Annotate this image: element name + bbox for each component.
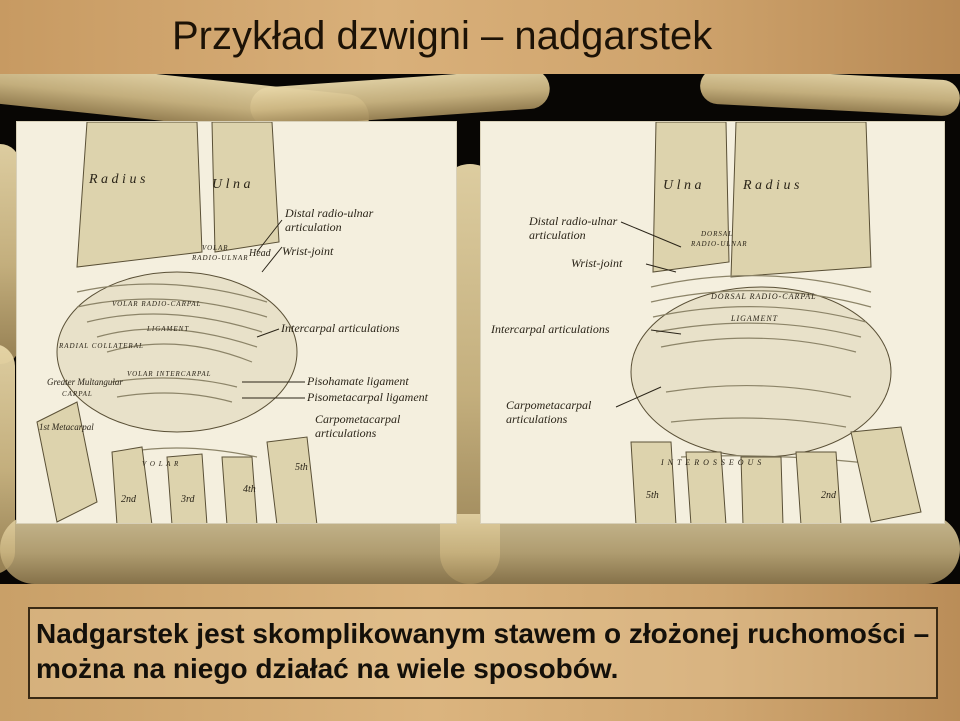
label-volar-small: VOLAR bbox=[202, 244, 229, 252]
left-wrist-volar-figure bbox=[16, 121, 457, 524]
slide-title: Przykład dzwigni – nadgarstek bbox=[172, 14, 713, 58]
callout-distal-radio-ulnar: Distal radio-ulnar articulation bbox=[285, 206, 374, 234]
callout-pisohamate: Pisohamate ligament bbox=[307, 374, 409, 388]
callout-carpometacarpal-right: Carpometacarpal articulations bbox=[506, 398, 592, 426]
label-head: Head bbox=[249, 248, 271, 259]
label-interosseous: I N T E R O S S E O U S bbox=[661, 458, 763, 467]
label-second: 2nd bbox=[121, 494, 136, 505]
right-wrist-dorsal-figure bbox=[480, 121, 945, 524]
bone-shape bbox=[0, 514, 960, 584]
label-volar-intercarpal: VOLAR INTERCARPAL bbox=[127, 370, 212, 378]
label-ulna: U l n a bbox=[212, 177, 251, 192]
slide-caption: Nadgarstek jest skomplikowanym stawem o złożonej ruchomości – można na niego działać na wiele sposobów. bbox=[36, 618, 930, 684]
label-carpal: CARPAL bbox=[62, 390, 93, 398]
label-second-right: 2nd bbox=[821, 490, 836, 501]
label-fifth-right: 5th bbox=[646, 490, 659, 501]
callout-wrist-joint: Wrist-joint bbox=[282, 244, 334, 258]
label-first-metacarpal: 1st Metacarpal bbox=[39, 422, 94, 432]
label-volar-bottom: V O L A R bbox=[142, 460, 180, 468]
callout-carpometacarpal: Carpometacarpal articulations bbox=[315, 412, 401, 440]
label-dorsal-radio-carpal: DORSAL RADIO-CARPAL bbox=[711, 292, 817, 301]
label-radius-right: R a d i u s bbox=[743, 178, 800, 193]
label-ligament-left: LIGAMENT bbox=[147, 325, 190, 333]
label-radio-ulnar-right: RADIO-ULNAR bbox=[691, 240, 748, 248]
label-ligament-right: LIGAMENT bbox=[731, 314, 779, 323]
label-fourth: 4th bbox=[243, 484, 256, 495]
callout-intercarpal-right: Intercarpal articulations bbox=[491, 322, 610, 336]
callout-pisometacarpal: Pisometacarpal ligament bbox=[307, 390, 428, 404]
label-radius: R a d i u s bbox=[89, 172, 146, 187]
label-radial-collateral: RADIAL COLLATERAL bbox=[59, 342, 144, 350]
label-fifth: 5th bbox=[295, 462, 308, 473]
label-ulna-right: U l n a bbox=[663, 178, 702, 193]
label-third: 3rd bbox=[181, 494, 195, 505]
label-dorsal: DORSAL bbox=[701, 230, 734, 238]
callout-distal-radio-ulnar-right: Distal radio-ulnar articulation bbox=[529, 214, 618, 242]
label-greater-multangular: Greater Multangular bbox=[47, 377, 123, 387]
callout-wrist-joint-right: Wrist-joint bbox=[571, 256, 623, 270]
label-volar-radio-carpal: VOLAR RADIO-CARPAL bbox=[112, 300, 202, 308]
callout-intercarpal: Intercarpal articulations bbox=[281, 321, 400, 335]
bone-shape bbox=[699, 74, 960, 117]
label-radio-ulnar: RADIO-ULNAR bbox=[192, 254, 249, 262]
